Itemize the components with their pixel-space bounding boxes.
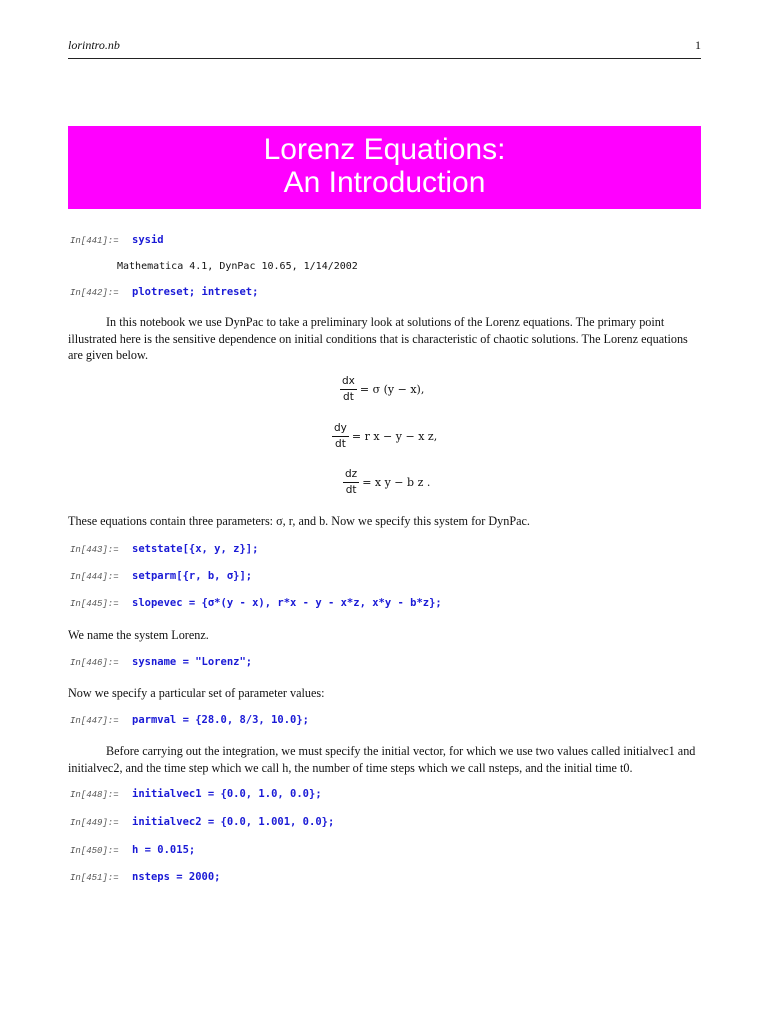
equation-dy: [332, 421, 437, 452]
input-label: In[447]:=: [70, 716, 119, 726]
input-label: In[443]:=: [70, 545, 119, 555]
title-line-1: Lorenz Equations:: [263, 133, 506, 166]
integration-paragraph: Before carrying out the integration, we must specify the initial vector, for which we use two values called initialvec1 and initialvec2, and the time step which we call h, the number of time steps which we call nsteps, and the initial time t0.: [68, 744, 696, 775]
input-label: In[441]:=: [70, 236, 119, 246]
equation-denominator: dt: [335, 438, 346, 450]
output-cell-441: Mathematica 4.1, DynPac 10.65, 1/14/2002: [117, 261, 358, 272]
input-label: In[445]:=: [70, 599, 119, 609]
input-code[interactable]: initialvec1 = {0.0, 1.0, 0.0};: [132, 788, 322, 800]
input-label: In[448]:=: [70, 790, 119, 800]
input-code[interactable]: initialvec2 = {0.0, 1.001, 0.0};: [132, 816, 335, 828]
input-label: In[451]:=: [70, 873, 119, 883]
input-code[interactable]: nsteps = 2000;: [132, 871, 221, 883]
input-label: In[446]:=: [70, 658, 119, 668]
title-banner: [68, 126, 701, 209]
notebook-filename: lorintro.nb: [68, 38, 120, 52]
input-code[interactable]: sysid: [132, 234, 164, 246]
page-header: [68, 38, 701, 59]
parameters-paragraph: These equations contain three parameters: σ, r, and b. Now we specify this system for DynPac.: [68, 514, 530, 528]
input-code[interactable]: h = 0.015;: [132, 844, 196, 856]
equation-numerator: dz: [343, 467, 359, 483]
title-line-2: An Introduction: [283, 166, 486, 199]
input-code[interactable]: slopevec = {σ*(y - x), r*x - y - x*z, x*y - b*z};: [132, 597, 442, 609]
page-number: 1: [695, 38, 701, 52]
input-code[interactable]: plotreset; intreset;: [132, 286, 259, 298]
sysname-paragraph: We name the system Lorenz.: [68, 628, 209, 642]
equation-dz: [343, 467, 430, 498]
input-label: In[442]:=: [70, 288, 119, 298]
input-code[interactable]: setstate[{x, y, z}];: [132, 543, 259, 555]
equation-numerator: dx: [340, 374, 357, 390]
input-code[interactable]: setparm[{r, b, σ}];: [132, 570, 253, 582]
input-label: In[444]:=: [70, 572, 119, 582]
values-paragraph: Now we specify a particular set of parameter values:: [68, 686, 325, 700]
equation-denominator: dt: [343, 391, 354, 403]
equation-rhs: = x y − b z .: [362, 476, 431, 489]
equation-rhs: = σ (y − x),: [359, 383, 425, 396]
input-label: In[450]:=: [70, 846, 119, 856]
intro-paragraph: In this notebook we use DynPac to take a preliminary look at solutions of the Lorenz equations. The primary point illustrated here is the sensitive dependence on initial conditions that is characteristic of chaotic solutions. The Lorenz equations are given below.: [68, 315, 688, 362]
equation-denominator: dt: [345, 484, 357, 496]
equation-numerator: dy: [332, 421, 349, 437]
input-label: In[449]:=: [70, 818, 119, 828]
equation-rhs: = r x − y − x z,: [351, 430, 438, 443]
equation-dx: [340, 374, 424, 405]
input-code[interactable]: sysname = "Lorenz";: [132, 656, 253, 668]
input-code[interactable]: parmval = {28.0, 8/3, 10.0};: [132, 714, 310, 726]
